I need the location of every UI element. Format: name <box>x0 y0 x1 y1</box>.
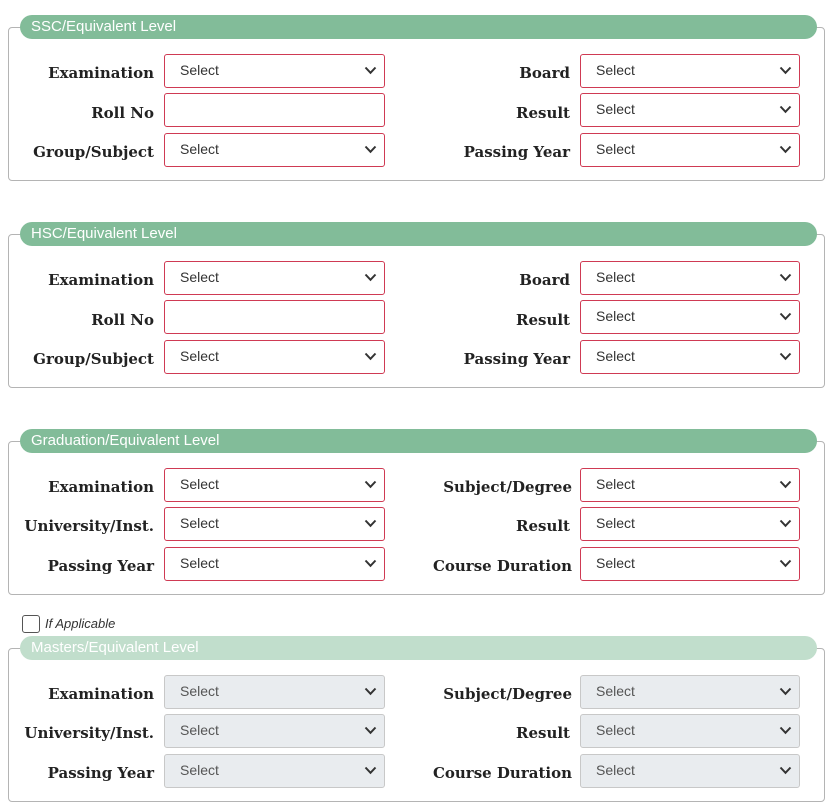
hsc-result-value: Select <box>596 308 635 324</box>
ssc-examination-value: Select <box>180 62 219 78</box>
ssc-passing-year-select[interactable] <box>580 133 800 167</box>
ssc-passing-year-value: Select <box>596 141 635 157</box>
graduation-examination-select[interactable] <box>164 468 385 502</box>
ssc-group-subject-select[interactable] <box>164 133 385 167</box>
ssc-passing-year-label: Passing Year <box>463 143 570 161</box>
graduation-result-select[interactable] <box>580 507 800 541</box>
chevron-down-icon <box>364 66 377 75</box>
hsc-examination-select[interactable] <box>164 261 385 295</box>
graduation-university-label: University/Inst. <box>24 517 154 535</box>
ssc-result-label: Result <box>516 104 570 122</box>
hsc-board-select[interactable] <box>580 261 800 295</box>
chevron-down-icon <box>364 687 377 696</box>
hsc-passing-year-select[interactable] <box>580 340 800 374</box>
masters-course-duration-value: Select <box>596 762 635 778</box>
chevron-down-icon <box>364 726 377 735</box>
chevron-down-icon <box>364 519 377 528</box>
graduation-course-duration-select[interactable] <box>580 547 800 581</box>
chevron-down-icon <box>779 726 792 735</box>
graduation-passing-year-value: Select <box>180 555 219 571</box>
graduation-section <box>8 429 827 595</box>
ssc-board-label: Board <box>519 64 570 82</box>
masters-section <box>8 636 827 802</box>
masters-examination-select[interactable] <box>164 675 385 709</box>
graduation-course-duration-label: Course Duration <box>432 557 572 575</box>
chevron-down-icon <box>779 559 792 568</box>
graduation-subject-degree-select[interactable] <box>580 468 800 502</box>
graduation-passing-year-label: Passing Year <box>47 557 154 575</box>
if-applicable-checkbox[interactable] <box>22 615 40 633</box>
masters-university-label: University/Inst. <box>24 724 154 742</box>
graduation-legend: Graduation/Equivalent Level <box>20 429 817 453</box>
hsc-passing-year-value: Select <box>596 348 635 364</box>
hsc-group-subject-value: Select <box>180 348 219 364</box>
masters-course-duration-select[interactable] <box>580 754 800 788</box>
chevron-down-icon <box>364 766 377 775</box>
chevron-down-icon <box>779 105 792 114</box>
ssc-section <box>8 15 827 181</box>
graduation-subject-degree-value: Select <box>596 476 635 492</box>
masters-subject-degree-label: Subject/Degree <box>443 685 572 703</box>
chevron-down-icon <box>364 145 377 154</box>
masters-university-value: Select <box>180 722 219 738</box>
chevron-down-icon <box>779 519 792 528</box>
chevron-down-icon <box>779 145 792 154</box>
ssc-board-select[interactable] <box>580 54 800 88</box>
ssc-result-value: Select <box>596 101 635 117</box>
graduation-passing-year-select[interactable] <box>164 547 385 581</box>
graduation-examination-value: Select <box>180 476 219 492</box>
masters-result-select[interactable] <box>580 714 800 748</box>
if-applicable-label: If Applicable <box>45 616 116 631</box>
graduation-result-value: Select <box>596 515 635 531</box>
graduation-result-label: Result <box>516 517 570 535</box>
masters-course-duration-label: Course Duration <box>432 764 572 782</box>
graduation-course-duration-value: Select <box>596 555 635 571</box>
chevron-down-icon <box>364 480 377 489</box>
graduation-university-value: Select <box>180 515 219 531</box>
ssc-legend: SSC/Equivalent Level <box>20 15 817 39</box>
chevron-down-icon <box>779 766 792 775</box>
ssc-examination-label: Examination <box>48 64 154 82</box>
hsc-passing-year-label: Passing Year <box>463 350 570 368</box>
chevron-down-icon <box>779 66 792 75</box>
hsc-section <box>8 222 827 388</box>
ssc-group-subject-label: Group/Subject <box>33 143 154 161</box>
graduation-examination-label: Examination <box>48 478 154 496</box>
hsc-roll-no-input[interactable] <box>164 300 385 334</box>
masters-legend: Masters/Equivalent Level <box>20 636 817 660</box>
graduation-university-select[interactable] <box>164 507 385 541</box>
chevron-down-icon <box>364 273 377 282</box>
chevron-down-icon <box>779 352 792 361</box>
masters-subject-degree-select[interactable] <box>580 675 800 709</box>
ssc-roll-no-input[interactable] <box>164 93 385 127</box>
graduation-subject-degree-label: Subject/Degree <box>443 478 572 496</box>
ssc-examination-select[interactable] <box>164 54 385 88</box>
hsc-board-label: Board <box>519 271 570 289</box>
masters-passing-year-select[interactable] <box>164 754 385 788</box>
hsc-result-label: Result <box>516 311 570 329</box>
masters-passing-year-label: Passing Year <box>47 764 154 782</box>
masters-passing-year-value: Select <box>180 762 219 778</box>
masters-university-select[interactable] <box>164 714 385 748</box>
masters-result-label: Result <box>516 724 570 742</box>
hsc-group-subject-label: Group/Subject <box>33 350 154 368</box>
chevron-down-icon <box>364 559 377 568</box>
chevron-down-icon <box>779 687 792 696</box>
hsc-legend: HSC/Equivalent Level <box>20 222 817 246</box>
hsc-examination-label: Examination <box>48 271 154 289</box>
chevron-down-icon <box>779 312 792 321</box>
ssc-roll-no-label: Roll No <box>91 104 154 122</box>
hsc-roll-no-label: Roll No <box>91 311 154 329</box>
ssc-board-value: Select <box>596 62 635 78</box>
hsc-group-subject-select[interactable] <box>164 340 385 374</box>
hsc-board-value: Select <box>596 269 635 285</box>
masters-examination-label: Examination <box>48 685 154 703</box>
masters-subject-degree-value: Select <box>596 683 635 699</box>
masters-result-value: Select <box>596 722 635 738</box>
hsc-result-select[interactable] <box>580 300 800 334</box>
masters-examination-value: Select <box>180 683 219 699</box>
ssc-group-subject-value: Select <box>180 141 219 157</box>
chevron-down-icon <box>779 273 792 282</box>
chevron-down-icon <box>779 480 792 489</box>
chevron-down-icon <box>364 352 377 361</box>
ssc-result-select[interactable] <box>580 93 800 127</box>
hsc-examination-value: Select <box>180 269 219 285</box>
